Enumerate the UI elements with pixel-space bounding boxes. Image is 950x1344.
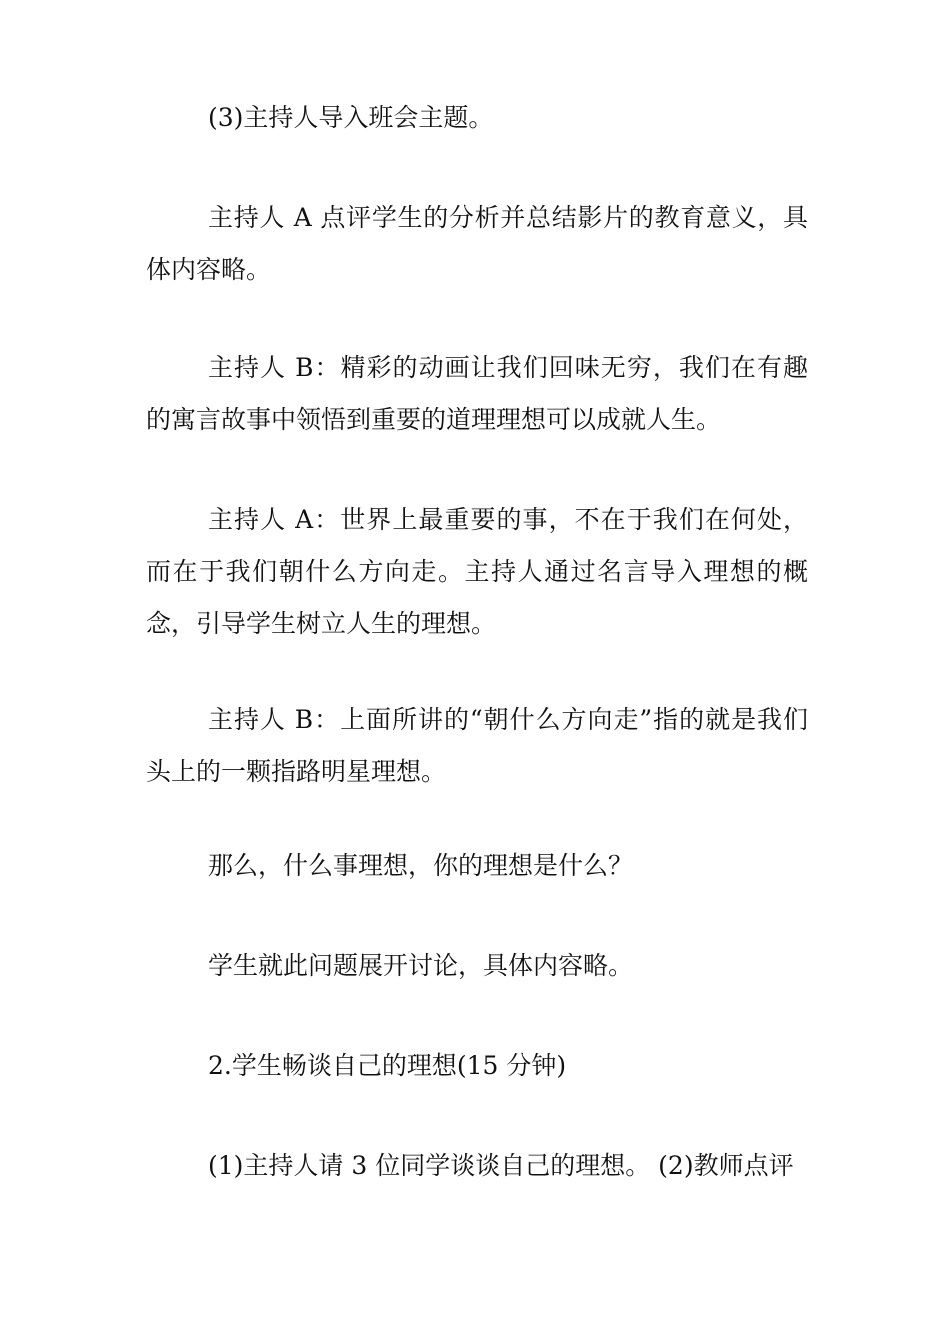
paragraph-host-b-star: 主持人 B：上面所讲的“朝什么方向走”指的就是我们头上的一颗指路明星理想。 [146, 705, 808, 786]
paragraph-host-invites: (1)主持人请 3 位同学谈谈自己的理想。 (2)教师点评 [208, 1151, 794, 1180]
section-heading-student-ideals: 2.学生畅谈自己的理想(15 分钟) [208, 1051, 567, 1080]
paragraph-intro-theme: (3)主持人导入班会主题。 [208, 103, 494, 132]
paragraph-host-b-animation: 主持人 B：精彩的动画让我们回味无穷，我们在有趣的寓言故事中领悟到重要的道理理想可以成就人生。 [146, 353, 808, 434]
paragraph-discussion: 学生就此问题展开讨论，具体内容略。 [208, 951, 634, 980]
paragraph-host-a-direction: 主持人 A：世界上最重要的事，不在于我们在何处，而在于我们朝什么方向走。主持人通过名言导入理想的概念，引导学生树立人生的理想。 [146, 505, 808, 638]
paragraph-question: 那么，什么事理想，你的理想是什么？ [208, 851, 634, 880]
paragraph-host-a-comment: 主持人 A 点评学生的分析并总结影片的教育意义，具体内容略。 [146, 203, 808, 284]
